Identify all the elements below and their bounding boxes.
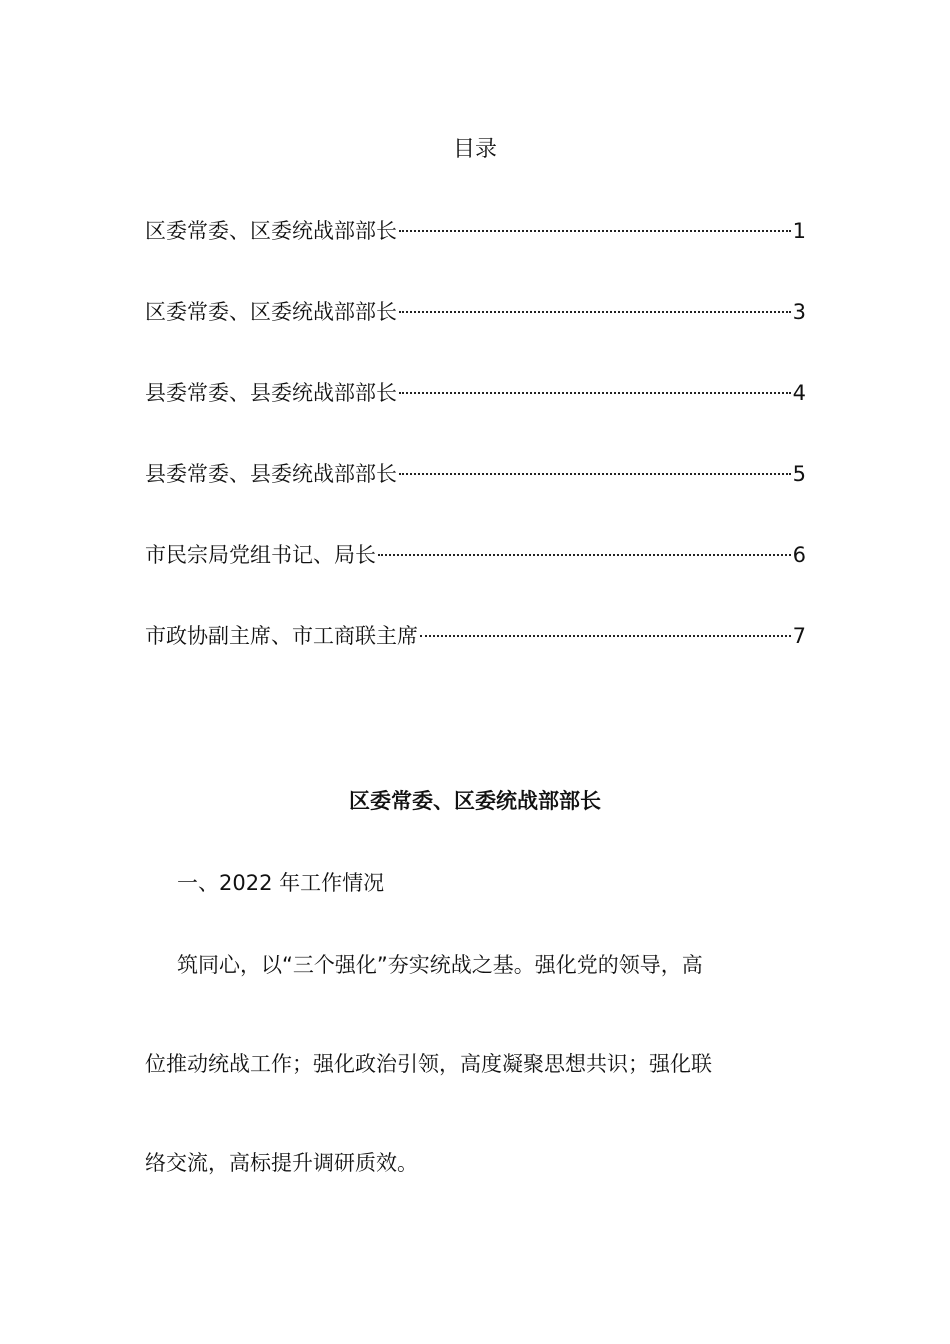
toc-entry-label: 市政协副主席、市工商联主席 — [145, 624, 418, 648]
toc-page-number: 4 — [792, 381, 806, 405]
toc-dot-leader — [399, 392, 791, 394]
toc-dot-leader — [378, 554, 791, 556]
toc-dot-leader — [420, 635, 791, 637]
toc-dot-leader — [399, 230, 791, 232]
paragraph-line: 筑同心，以“三个强化”夯实统战之基。强化党的领导，高 — [177, 953, 703, 977]
toc-dot-leader — [399, 311, 791, 313]
toc-page-number: 5 — [792, 462, 806, 486]
section-subheading: 一、2022 年工作情况 — [177, 871, 385, 895]
toc-dot-leader — [399, 473, 791, 475]
toc-page-number: 7 — [792, 624, 806, 648]
toc-page-number: 1 — [792, 219, 806, 243]
toc-entry[interactable] — [145, 619, 806, 700]
section-title: 区委常委、区委统战部部长 — [349, 789, 601, 813]
toc-entry-label: 市民宗局党组书记、局长 — [145, 543, 376, 567]
table-of-contents — [145, 214, 806, 700]
toc-entry[interactable] — [145, 214, 806, 295]
paragraph-line: 位推动统战工作；强化政治引领，高度凝聚思想共识；强化联 — [145, 1052, 712, 1076]
toc-entry-label: 县委常委、县委统战部部长 — [145, 462, 397, 486]
toc-entry[interactable] — [145, 295, 806, 376]
toc-entry[interactable] — [145, 376, 806, 457]
toc-page-number: 3 — [792, 300, 806, 324]
toc-title: 目录 — [452, 137, 497, 162]
toc-entry-label: 区委常委、区委统战部部长 — [145, 300, 397, 324]
toc-entry-label: 县委常委、县委统战部部长 — [145, 381, 397, 405]
toc-entry-label: 区委常委、区委统战部部长 — [145, 219, 397, 243]
paragraph-line: 络交流，高标提升调研质效。 — [145, 1151, 418, 1175]
toc-page-number: 6 — [792, 543, 806, 567]
toc-entry[interactable] — [145, 538, 806, 619]
toc-entry[interactable] — [145, 457, 806, 538]
